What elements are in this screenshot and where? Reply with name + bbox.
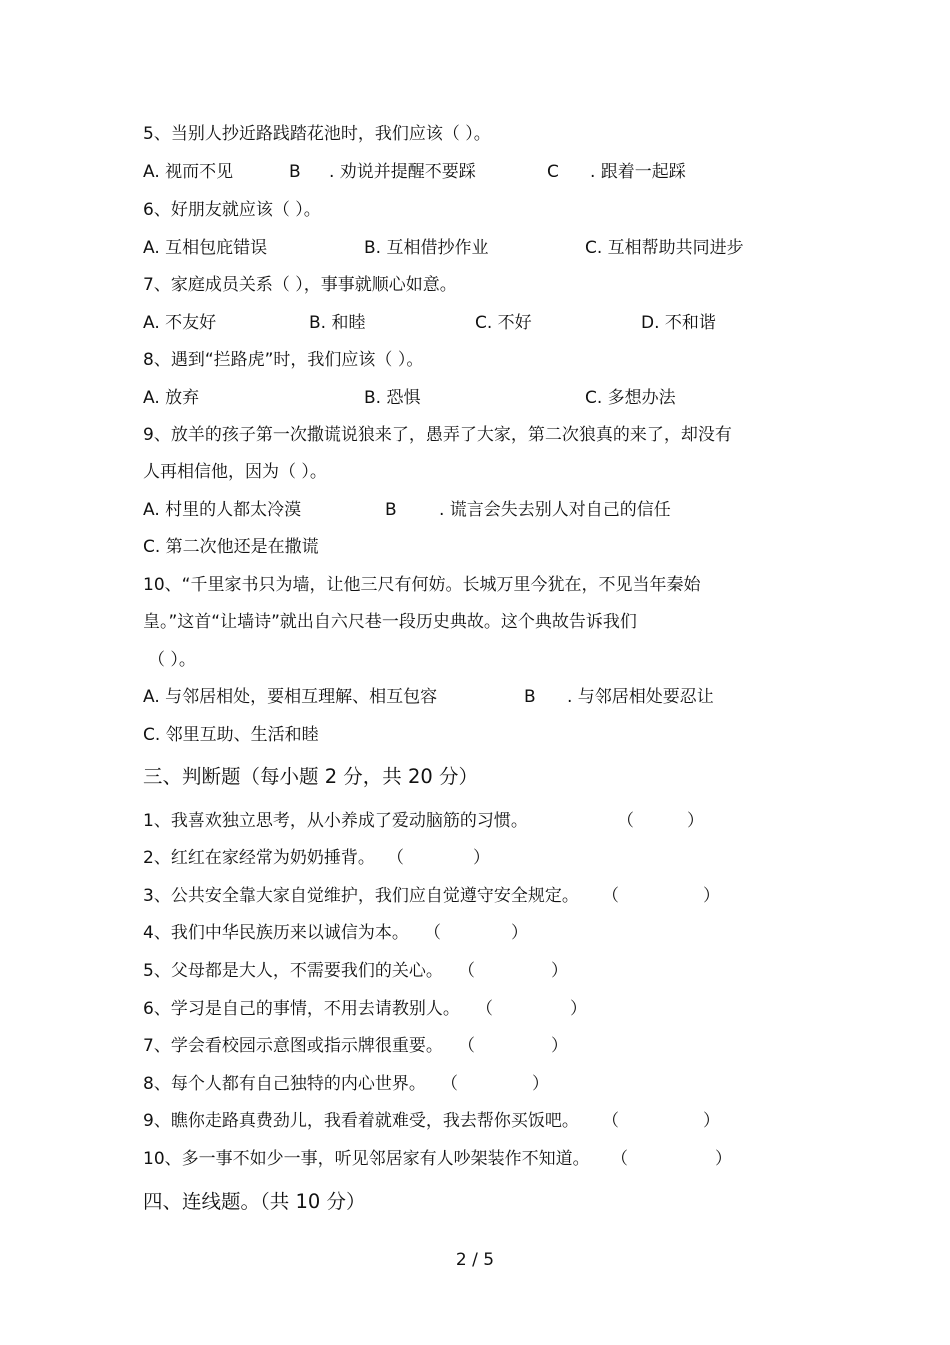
judge-item-open-paren: （ [424,923,441,943]
option-a: A. 与邻居相处，要相互理解、相互包容 [143,687,438,707]
judge-item [143,883,743,909]
judge-item-close-paren: ） [473,848,490,868]
judge-item-close-paren: ） [715,1149,732,1169]
option-c-letter: C [547,162,559,182]
judge-item-close-paren: ） [551,961,568,981]
question-6-options [143,235,783,261]
judge-item-text: 5、父母都是大人，不需要我们的关心。 [143,961,443,981]
option-b-letter: B [524,687,536,707]
judge-item-text: 1、我喜欢独立思考，从小养成了爱动脑筋的习惯。 [143,811,528,831]
judge-item-open-paren: （ [617,811,634,831]
question-10-options [143,684,793,710]
question-9-stem-line2: 人再相信他，因为（ ）。 [143,462,327,482]
question-5-options [143,159,763,185]
judge-item-close-paren: ） [703,1111,720,1131]
judge-item [143,958,743,984]
judge-item [143,1146,743,1172]
judge-item-close-paren: ） [532,1074,549,1094]
question-8-stem: 8、遇到“拦路虎”时，我们应该（ ）。 [143,350,424,370]
question-8-options [143,385,743,411]
option-b-text: . 劝说并提醒不要踩 [329,162,476,182]
option-c: C. 多想办法 [585,388,676,408]
question-10-stem-line3: （ ）。 [148,650,196,670]
question-10-option-c: C. 邻里互助、生活和睦 [143,725,319,745]
judge-item-open-paren: （ [458,1036,475,1056]
judge-item-text: 6、学习是自己的事情，不用去请教别人。 [143,999,460,1019]
option-c-text: . 跟着一起踩 [590,162,686,182]
judge-item-open-paren: （ [602,886,619,906]
question-7-stem: 7、家庭成员关系（ ），事事就顺心如意。 [143,275,457,295]
option-a: A. 视而不见 [143,162,234,182]
judge-item-close-paren: ） [687,811,704,831]
question-10-stem-line1: 10、“千里家书只为墙，让他三尺有何妨。长城万里今犹在，不见当年秦始 [143,575,701,595]
option-c: C. 互相帮助共同进步 [585,238,744,258]
option-b-letter: B [385,500,397,520]
section-3-title: 三、判断题（每小题 2 分，共 20 分） [143,765,479,788]
judge-item-close-paren: ） [511,923,528,943]
option-d: D. 不和谐 [641,313,716,333]
judge-item-text: 7、学会看校园示意图或指示牌很重要。 [143,1036,443,1056]
option-b-text: . 与邻居相处要忍让 [567,687,714,707]
option-a: A. 不友好 [143,313,217,333]
option-a: A. 村里的人都太冷漠 [143,500,302,520]
judge-item-text: 8、每个人都有自己独特的内心世界。 [143,1074,426,1094]
judge-item-text: 2、红红在家经常为奶奶捶背。 [143,848,375,868]
option-b-text: . 谎言会失去别人对自己的信任 [439,500,671,520]
judge-item [143,845,743,871]
judge-item-open-paren: （ [611,1149,628,1169]
option-b-letter: B [289,162,301,182]
judge-item-text: 4、我们中华民族历来以诚信为本。 [143,923,409,943]
question-5-stem: 5、当别人抄近路践踏花池时，我们应该（ ）。 [143,124,491,144]
question-9-option-c: C. 第二次他还是在撒谎 [143,537,319,557]
option-b: B. 和睦 [309,313,366,333]
judge-item-open-paren: （ [441,1074,458,1094]
judge-item-close-paren: ） [703,886,720,906]
judge-item-close-paren: ） [570,999,587,1019]
judge-item-text: 3、公共安全靠大家自觉维护，我们应自觉遵守安全规定。 [143,886,579,906]
question-9-options [143,497,783,523]
judge-item [143,808,743,834]
question-10-stem-line2: 皇。”这首“让墙诗”就出自六尺巷一段历史典故。这个典故告诉我们 [143,612,637,632]
judge-item-open-paren: （ [458,961,475,981]
judge-item [143,920,743,946]
judge-item [143,996,743,1022]
judge-item-text: 10、多一事不如少一事，听见邻居家有人吵架装作不知道。 [143,1149,590,1169]
section-4-title: 四、连线题。（共 10 分） [143,1190,366,1213]
judge-item-open-paren: （ [476,999,493,1019]
option-b: B. 恐惧 [364,388,421,408]
judge-item [143,1071,743,1097]
option-b: B. 互相借抄作业 [364,238,489,258]
judge-item-open-paren: （ [602,1111,619,1131]
question-6-stem: 6、好朋友就应该（ ）。 [143,200,321,220]
judge-item-open-paren: （ [387,848,404,868]
judge-item-close-paren: ） [551,1036,568,1056]
option-a: A. 放弃 [143,388,200,408]
judge-item-text: 9、瞧你走路真费劲儿，我看着就难受，我去帮你买饭吧。 [143,1111,579,1131]
option-a: A. 互相包庇错误 [143,238,268,258]
page-number: 2 / 5 [455,1250,495,1270]
judge-item [143,1033,743,1059]
judge-item [143,1108,743,1134]
question-7-options [143,310,763,336]
question-9-stem-line1: 9、放羊的孩子第一次撒谎说狼来了，愚弄了大家，第二次狼真的来了，却没有 [143,425,732,445]
option-c: C. 不好 [475,313,532,333]
